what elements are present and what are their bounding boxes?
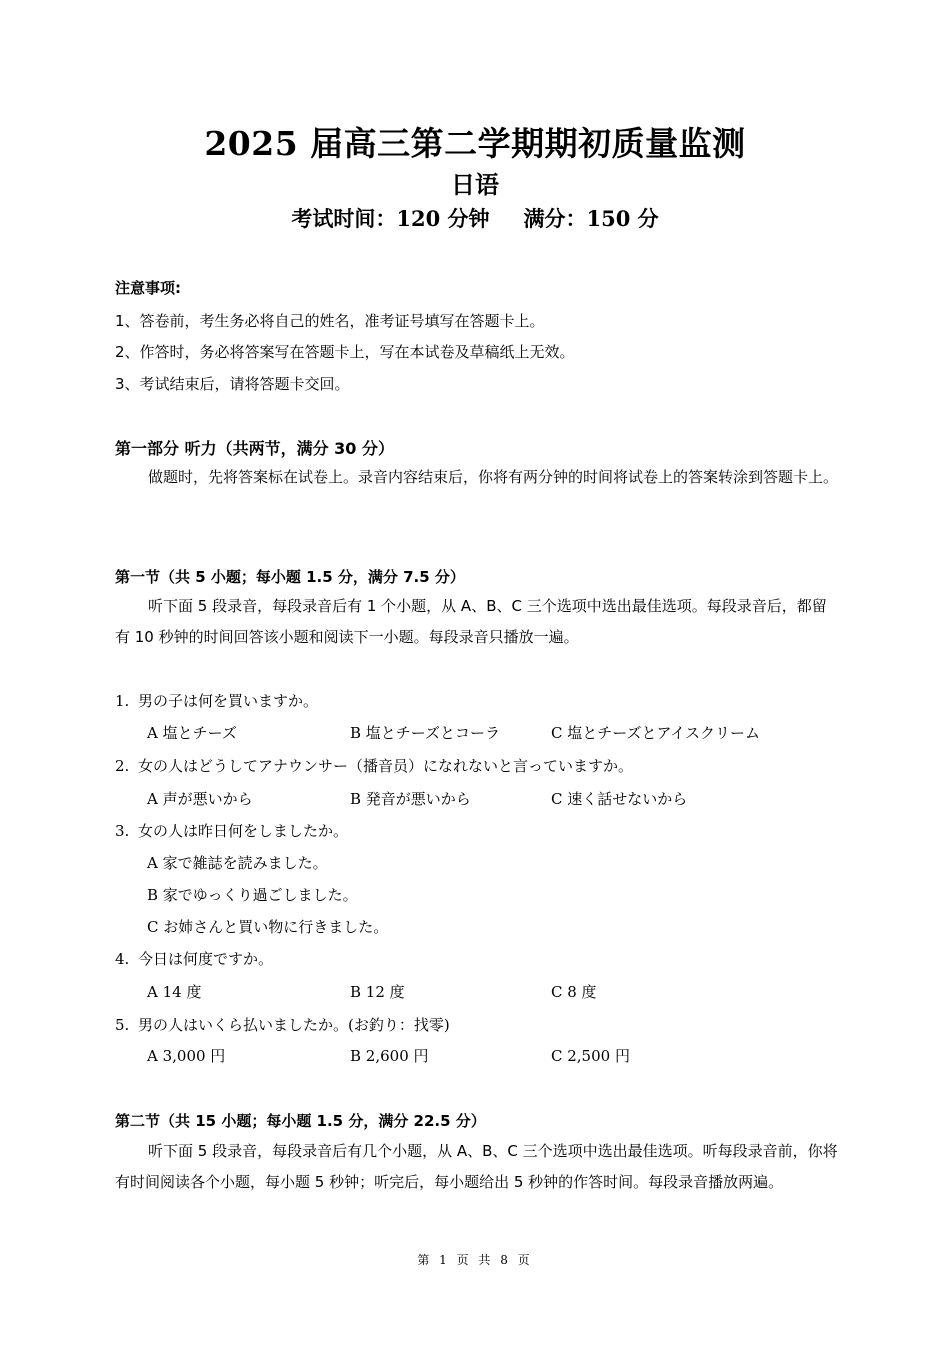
section1-instruction: 听下面 5 段录音，每段录音后有 1 个小题，从 A、B、C 三个选项中选出最佳选项。每段录音后，都留有 10 秒钟的时间回答该小题和阅读下一小题。每段录音只播放一遍。	[115, 597, 827, 646]
option-b: B 発音が悪いから	[350, 790, 471, 808]
question-number: 3.	[115, 822, 130, 840]
option-c: C お姉さんと買い物に行きました。	[147, 918, 389, 936]
note-item: 1、答卷前，考生务必将自己的姓名，准考证号填写在答题卡上。	[115, 312, 545, 330]
option-b: B 塩とチーズとコーラ	[350, 724, 501, 742]
exam-score: 满分：150 分	[523, 206, 659, 231]
subject-title: 日语	[451, 171, 499, 199]
part1-instruction: 做题时，先将答案标在试卷上。录音内容结束后，你将有两分钟的时间将试卷上的答案转涂到答题卡上。	[148, 468, 839, 486]
note-item: 3、考试结束后，请将答题卡交回。	[115, 375, 350, 393]
question-text: 今日は何度ですか。	[138, 950, 274, 968]
option-b: B 家でゆっくり過ごしました。	[147, 886, 358, 904]
section2-heading: 第二节（共 15 小题；每小题 1.5 分，满分 22.5 分）	[115, 1112, 486, 1130]
question-number: 4.	[115, 950, 130, 968]
exam-time: 考试时间：120 分钟	[291, 206, 490, 231]
option-c: C 塩とチーズとアイスクリーム	[551, 724, 760, 742]
option-a: A 声が悪いから	[147, 790, 253, 808]
section2-instruction: 听下面 5 段录音，每段录音后有几个小题，从 A、B、C 三个选项中选出最佳选项。听每段录音前，你将有时间阅读各个小题，每小题 5 秒钟；听完后，每小题给出 5 秒钟的作答时间。每段录音播放两遍。	[115, 1142, 838, 1191]
exam-title: 2025 届高三第二学期期初质量监测	[204, 124, 746, 163]
option-b: B 12 度	[350, 983, 405, 1001]
part1-heading: 第一部分 听力（共两节，满分 30 分）	[115, 439, 394, 458]
question-1	[115, 690, 318, 711]
question-number: 5.	[115, 1016, 130, 1034]
section1-heading: 第一节（共 5 小题；每小题 1.5 分，满分 7.5 分）	[115, 568, 465, 586]
question-text: 男の人はいくら払いましたか。(お釣り：找零)	[138, 1016, 450, 1034]
question-4	[115, 948, 273, 969]
question-5	[115, 1014, 450, 1035]
option-c: C 速く話せないから	[551, 790, 688, 808]
option-a: A 家で雑誌を読みました。	[147, 854, 328, 872]
question-number: 1.	[115, 692, 130, 710]
option-c: C 8 度	[551, 983, 597, 1001]
exam-info	[0, 203, 950, 233]
question-text: 女の人はどうしてアナウンサー（播音员）になれないと言っていますか。	[138, 757, 634, 775]
option-a: A 14 度	[147, 983, 202, 1001]
question-text: 男の子は何を買いますか。	[138, 692, 319, 710]
option-b: B 2,600 円	[350, 1047, 429, 1065]
option-a: A 3,000 円	[147, 1047, 226, 1065]
question-number: 2.	[115, 757, 130, 775]
question-text: 女の人は昨日何をしましたか。	[138, 822, 349, 840]
page-footer: 第 1 页 共 8 页	[417, 1253, 533, 1267]
notes-heading: 注意事项:	[115, 279, 181, 297]
option-a: A 塩とチーズ	[147, 724, 237, 742]
question-2	[115, 755, 633, 776]
note-item: 2、作答时，务必将答案写在答题卡上，写在本试卷及草稿纸上无效。	[115, 343, 575, 361]
question-3	[115, 820, 348, 841]
option-c: C 2,500 円	[551, 1047, 630, 1065]
